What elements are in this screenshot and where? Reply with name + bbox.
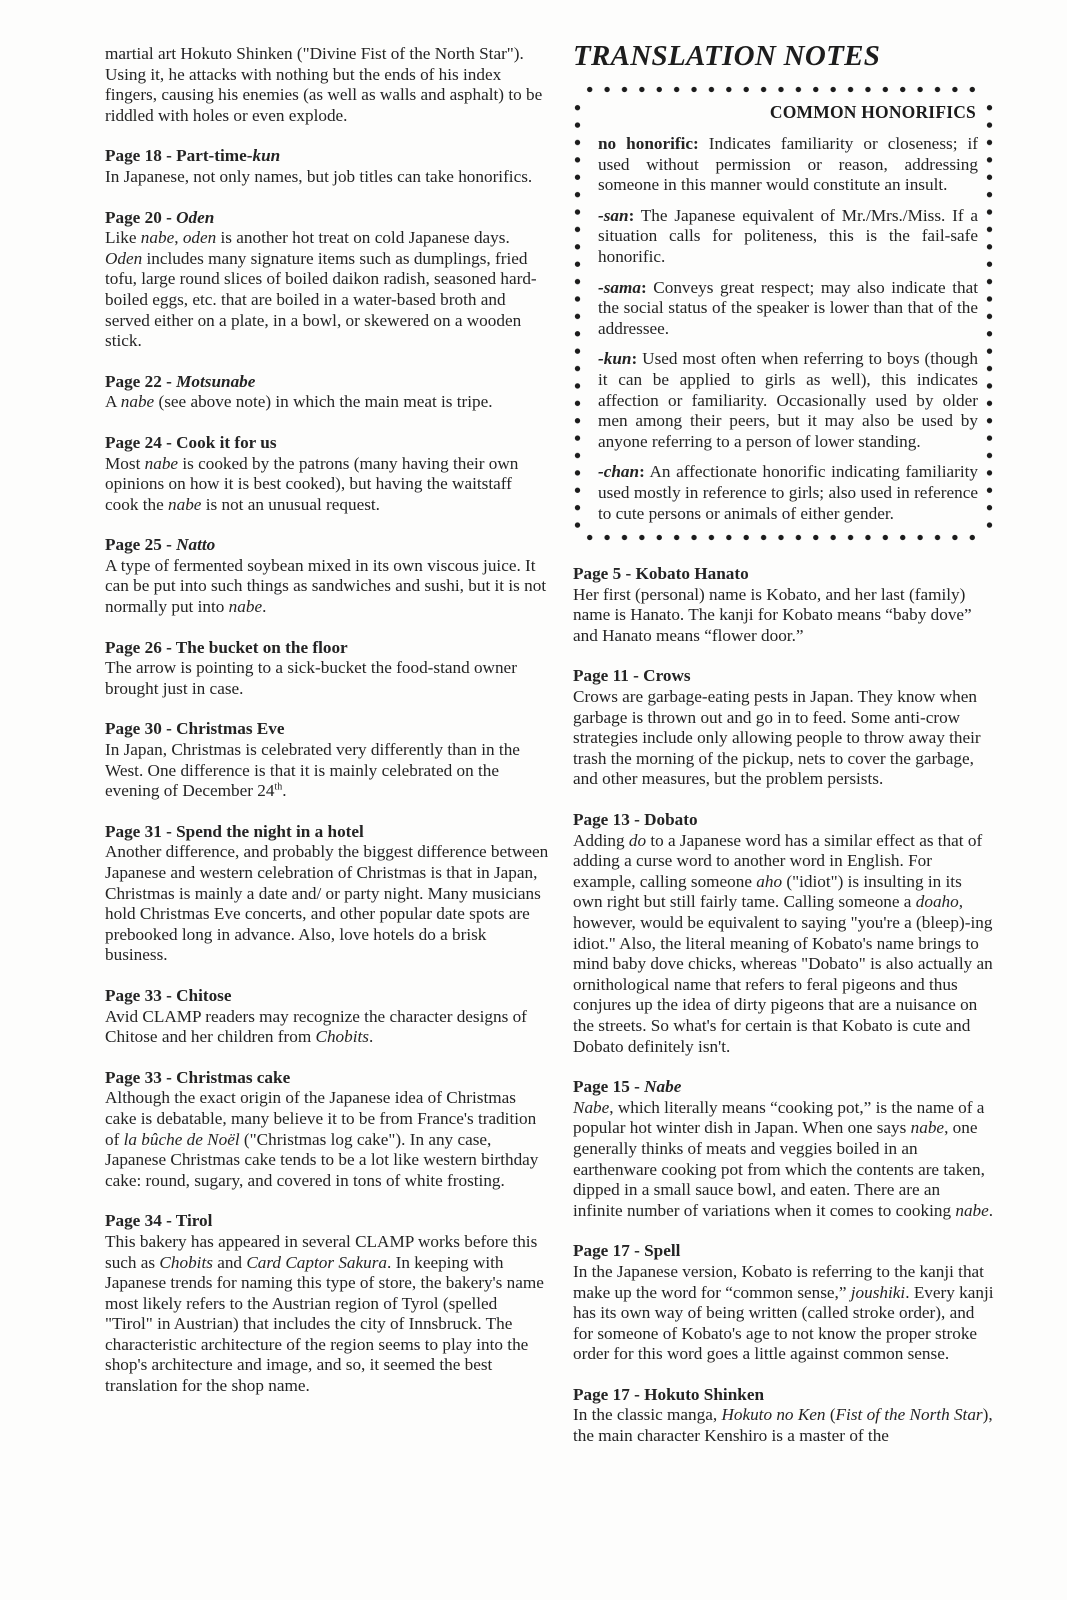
right-column-sections (573, 564, 994, 1447)
honorifics-entries (598, 134, 978, 524)
note-section (105, 208, 549, 352)
note-body: Her first (personal) name is Kobato, and her last (family) name is Hanato. The kanji for Kobato means “baby dove” and Hanato means “flower door.” (573, 584, 972, 645)
dotted-border-left-icon (574, 99, 581, 528)
note-body: In the Japanese version, Kobato is referring to the kanji that make up the word for “common sense,” joushiki. Every kanji has its own way of being written (called stroke order), and for someone of Kobato's age to not know the proper stroke order for this word goes a little against common sense. (573, 1261, 994, 1364)
note-section (105, 1068, 549, 1192)
honorific-colon: : (628, 205, 635, 225)
note-heading: Page 26 - The bucket on the floor (105, 637, 348, 657)
note-heading: Page 34 - Tirol (105, 1211, 213, 1231)
note-heading: Page 5 - Kobato Hanato (573, 564, 749, 584)
note-body: martial art Hokuto Shinken ("Divine Fist of the North Star"). Using it, he attacks with nothing but the ends of his index fingers, causing his enemies (as well as walls and asphalt) to be riddled with holes or even explode. (105, 44, 543, 125)
note-body: In Japan, Christmas is celebrated very differently than in the West. One difference is that it is mainly celebrated on the evening of December 24th. (105, 740, 520, 801)
note-body: Most nabe is cooked by the patrons (many having their own opinions on how it is best cooked), but having the waitstaff cook the nabe is not an unusual request. (105, 453, 519, 514)
note-body: A type of fermented soybean mixed in its own viscous juice. It can be put into such things as sandwiches and sushi, but it is not normally put into nabe. (105, 555, 547, 617)
note-body: Nabe, which literally means “cooking pot,” is the name of a popular hot winter dish in Japan. When one says nabe, one generally thinks of meats and veggies boiled in an earthenware cooking pot from which the contents are taken, dipped in a small sauce bowl, and eaten. There are an infinite number of variations when it comes to cooking nabe. (573, 1097, 994, 1220)
honorific-colon: : (693, 134, 699, 153)
note-section (105, 638, 549, 700)
note-heading: Page 18 - Part-time-kun (105, 146, 281, 166)
note-heading: Page 13 - Dobato (573, 810, 698, 830)
honorific-entry (598, 134, 978, 196)
honorific-term: -sama (598, 277, 641, 297)
note-body: A nabe (see above note) in which the main meat is tripe. (105, 392, 493, 412)
dotted-border-bottom-icon (581, 534, 986, 541)
honorific-entry (598, 206, 978, 268)
note-heading: Page 24 - Cook it for us (105, 432, 277, 452)
honorific-definition: Conveys great respect; may also indicate that the social status of the speaker is lower than that of the addressee. (598, 277, 978, 338)
honorific-definition: Indicates familiarity or closeness; if used without permission or reason, addressing someone in this manner would constitute an insult. (598, 134, 978, 195)
honorific-term: -kun (598, 349, 632, 369)
note-body: Like nabe, oden is another hot treat on cold Japanese days. Oden includes many signature items such as dumplings, fried tofu, large round slices of boiled daikon radish, seasoned hard-boiled eggs, etc. that are boiled in a water-based broth and served either on a plate, in a bowl, or skewered on a wooden stick. (105, 228, 537, 351)
note-heading: Page 17 - Hokuto Shinken (573, 1384, 765, 1404)
note-section (105, 719, 549, 801)
note-section (573, 1241, 994, 1365)
note-body: This bakery has appeared in several CLAMP works before this such as Chobits and Card Captor Sakura. In keeping with Japanese trends for naming this type of store, the bakery's name most likely refers to the Austrian region of Tyrol (spelled "Tirol" in Austrian) that includes the city of Innsbruck. The characteristic architecture of the region seems to play into the shop's architecture and image, and so, it seemed the best translation for the shop name. (105, 1231, 544, 1396)
note-heading: Page 33 - Christmas cake (105, 1067, 291, 1087)
page-title: TRANSLATION NOTES (573, 40, 881, 72)
dotted-border-top-icon (581, 86, 986, 93)
note-heading: Page 11 - Crows (573, 666, 691, 686)
honorifics-box-title: COMMON HONORIFICS (769, 102, 976, 122)
honorific-term: no honorific (598, 134, 694, 153)
note-body: Crows are garbage-eating pests in Japan. They know when garbage is thrown out and go in to feed. Some anti-crow strategies include only allowing people to throw away their trash the morning of the pickup, nets to cover the garbage, and other measures, but the problem persists. (573, 687, 981, 789)
note-section (105, 822, 549, 966)
note-body: The arrow is pointing to a sick-bucket the food-stand owner brought just in case. (105, 658, 517, 698)
note-section (105, 44, 549, 126)
note-section (573, 1385, 994, 1447)
note-heading: Page 20 - Oden (105, 207, 215, 227)
note-section (105, 535, 549, 617)
honorific-definition: The Japanese equivalent of Mr./Mrs./Miss. If a situation calls for politeness, this is the fail-safe honorific. (598, 205, 978, 266)
honorific-entry (598, 278, 978, 340)
honorific-colon: : (631, 349, 638, 369)
note-section (105, 1211, 549, 1396)
note-body: In the classic manga, Hokuto no Ken (Fist of the North Star), the main character Kenshiro is a master of the (573, 1405, 993, 1446)
note-body: Although the exact origin of the Japanese idea of Christmas cake is debatable, many believe it to be from France's tradition of la bûche de Noël ("Christmas log cake"). In any case, Japanese Christmas cake tends to be a lot like western birthday cake: round, sugary, and covered in tons of white frosting. (105, 1088, 539, 1190)
note-heading: Page 31 - Spend the night in a hotel (105, 821, 364, 841)
note-heading: Page 15 - Nabe (573, 1077, 682, 1097)
honorific-entry (598, 349, 978, 452)
note-section (573, 666, 994, 790)
note-section (573, 1077, 994, 1221)
note-section (573, 810, 994, 1057)
right-column (573, 40, 994, 1467)
honorific-term: -san (598, 205, 629, 225)
left-column (105, 44, 549, 1417)
note-body: Avid CLAMP readers may recognize the character designs of Chitose and her children from Chobits. (105, 1006, 527, 1047)
note-section (105, 433, 549, 515)
honorific-colon: : (639, 462, 645, 482)
note-body: In Japanese, not only names, but job titles can take honorifics. (105, 166, 533, 186)
note-heading: Page 25 - Natto (105, 535, 216, 555)
honorific-term: -chan (598, 462, 640, 482)
honorific-entry (598, 462, 978, 524)
note-section (105, 986, 549, 1048)
dotted-border-right-icon (986, 99, 993, 528)
note-section (105, 372, 549, 413)
note-heading: Page 22 - Motsunabe (105, 371, 256, 391)
note-section (573, 564, 994, 646)
note-heading: Page 17 - Spell (573, 1241, 681, 1261)
honorific-colon: : (640, 277, 647, 297)
note-section (105, 146, 549, 187)
honorific-definition: Used most often when referring to boys (though it can be applied to girls as well), this indicates affection or familiarity. Occasionally used by older men among their peers, but it may also be used by anyone referring to a person of lower standing. (598, 349, 978, 451)
common-honorifics-box (573, 85, 994, 542)
honorific-definition: An affectionate honorific indicating familiarity used mostly in reference to girls; also used in reference to cute persons or animals of either gender. (598, 462, 978, 523)
note-body: Another difference, and probably the biggest difference between Japanese and western celebration of Christmas is that in Japan, Christmas is mainly a date and/ or party night. Many musicians hold Christmas Eve concerts, and other popular date spots are prebooked long in advance. Also, love hotels do a brisk business. (105, 842, 549, 965)
note-heading: Page 30 - Christmas Eve (105, 719, 285, 739)
note-body: Adding do to a Japanese word has a similar effect as that of adding a curse word to another word in English. For example, calling someone aho ("idiot") is insulting in its own right but still fairly tame. Calling someone a doaho, however, would be equivalent to saying "you're a (bleep)-ing idiot." Also, the literal meaning of Kobato's name brings to mind baby dove chicks, whereas "Dobato" is also actually an ornithological name that refers to feral pigeons and thus conjures up the idea of dirty pigeons that are a nuisance on the streets. So what's for certain is that Kobato is cute and Dobato definitely isn't. (573, 830, 993, 1056)
note-heading: Page 33 - Chitose (105, 985, 232, 1005)
